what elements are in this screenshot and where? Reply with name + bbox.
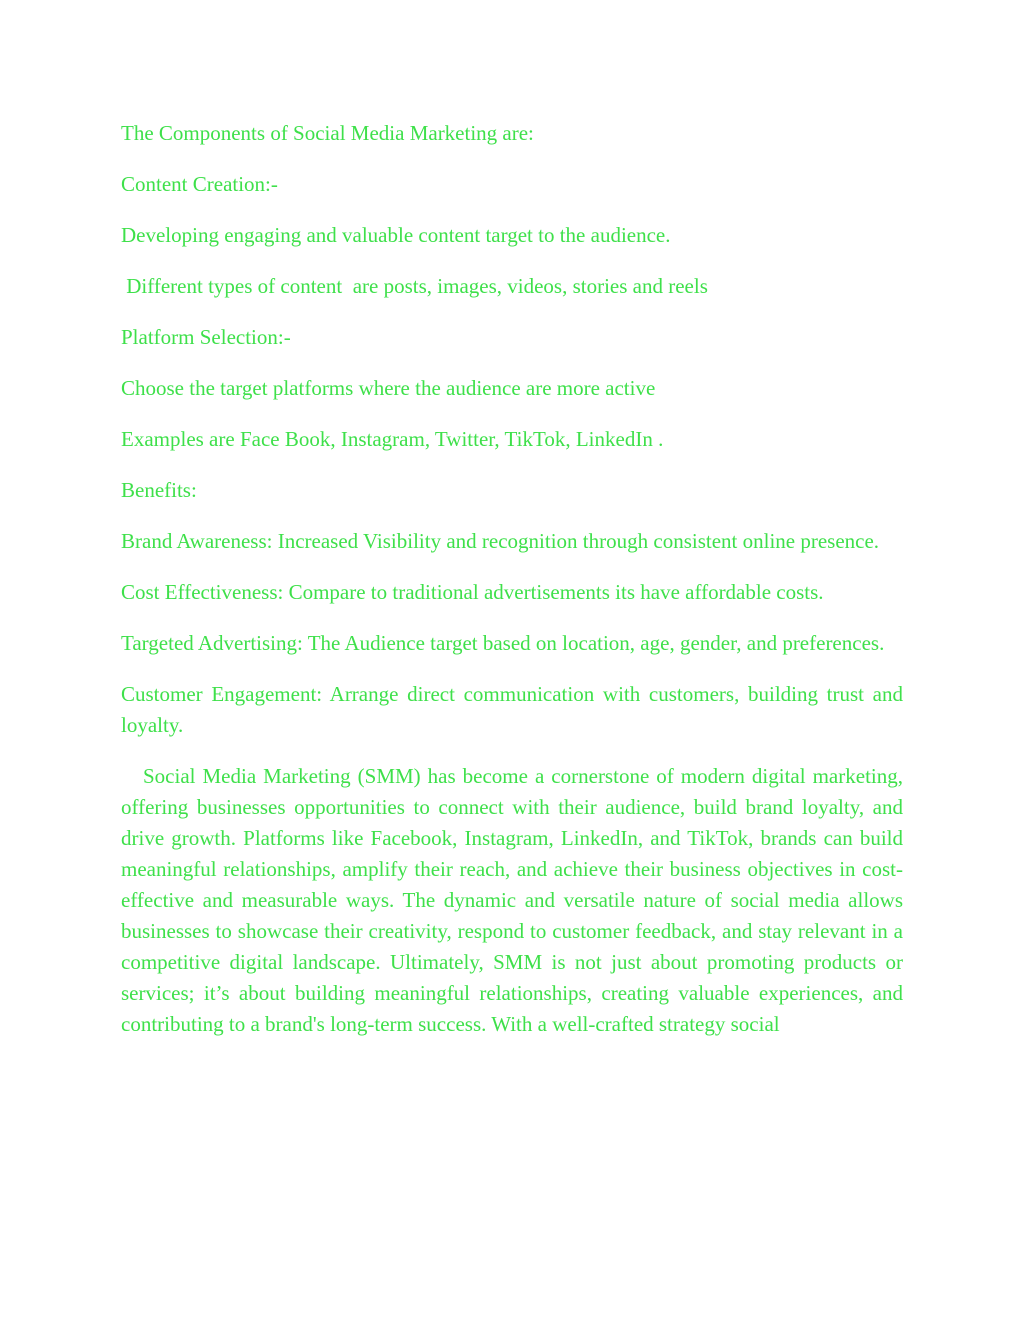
benefit-targeted-advertising: Targeted Advertising: The Audience target based on location, age, gender, and preferences.: [121, 631, 885, 655]
benefit-cost-effectiveness: Cost Effectiveness: Compare to traditional advertisements its have affordable costs.: [121, 580, 824, 604]
summary-paragraph: Social Media Marketing (SMM) has become a cornerstone of modern digital marketing, offering businesses opportunities to connect with their audience, build brand loyalty, and drive growth. Platforms like Facebook, Instagram, LinkedIn, and TikTok, brands can build meaningful relationships, amplify their reach, and achieve their business objectives in cost-effective and measurable ways. The dynamic and versatile nature of social media allows businesses to showcase their creativity, respond to customer feedback, and stay relevant in a competitive digital landscape. Ultimately, SMM is not just about promoting products or services; it’s about building meaningful relationships, creating valuable experiences, and contributing to a brand's long-term success. With a well-crafted strategy social: [121, 764, 903, 1036]
content-creation-title: Content Creation:-: [121, 172, 278, 196]
document-page: [121, 118, 903, 1060]
benefits-title: Benefits:: [121, 478, 197, 502]
platform-selection-line-2: Examples are Face Book, Instagram, Twitter, TikTok, LinkedIn .: [121, 427, 664, 451]
platform-selection-title: Platform Selection:-: [121, 325, 291, 349]
benefit-customer-engagement: Customer Engagement: Arrange direct communication with customers, building trust and loyalty.: [121, 682, 903, 737]
content-creation-line-1: Developing engaging and valuable content target to the audience.: [121, 223, 671, 247]
section-heading: The Components of Social Media Marketing are:: [121, 121, 534, 145]
content-creation-line-2: Different types of content are posts, images, videos, stories and reels: [121, 274, 708, 298]
platform-selection-line-1: Choose the target platforms where the audience are more active: [121, 376, 656, 400]
benefit-brand-awareness: Brand Awareness: Increased Visibility and recognition through consistent online presence.: [121, 529, 880, 553]
